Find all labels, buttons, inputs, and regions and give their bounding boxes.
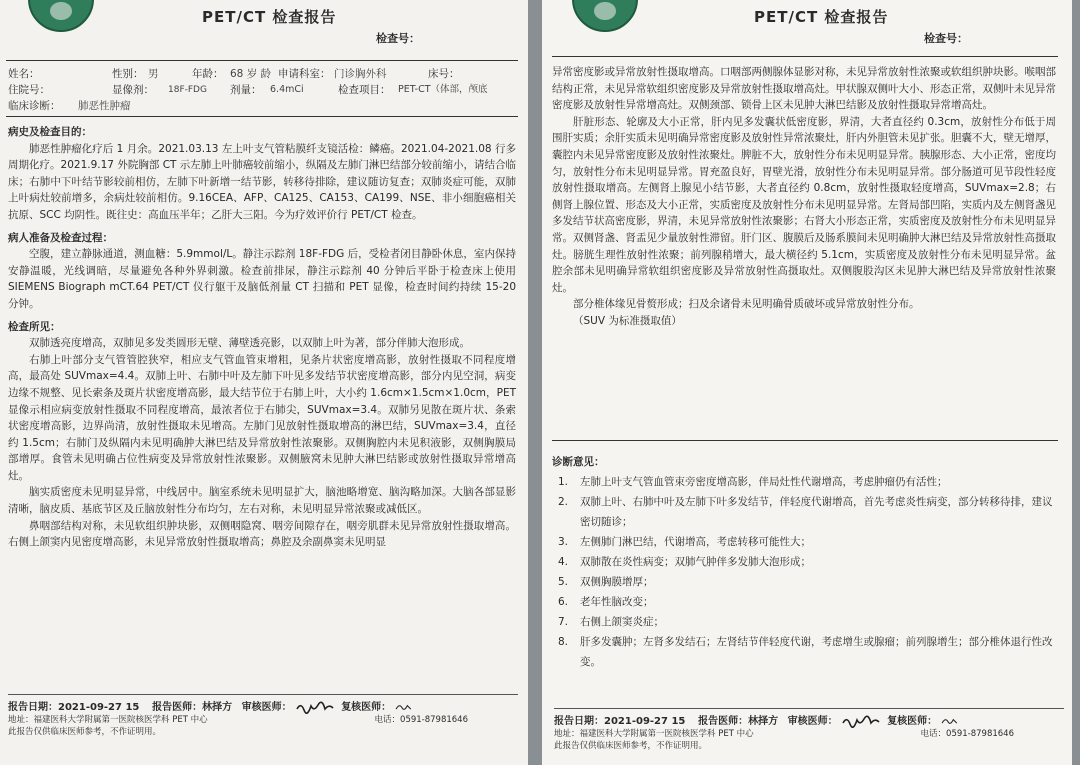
report-date: 2021-09-27 15: [58, 702, 140, 713]
reviewer-label: 审核医师：: [787, 716, 838, 727]
prep-title: 病人准备及检查过程：: [8, 231, 113, 244]
finding-paragraph: 肝脏形态、轮廓及大小正常，肝内见多发囊状低密度影，界清，大者直径约 0.3cm，放射性分布低于周围肝实质；余肝实质未见明确异常密度影及放射性异常浓聚灶，肝内外胆管未见扩张。胆囊不大，壁无增厚，囊腔内未见异常密度影及放射性浓聚灶。脾脏不大，放射性分布未见明显异常。胰腺形态、大小正常，密度均匀，放射性分布未见明显异常。胃充盈良好，胃壁光滑，放射性分布未见明显异常。部分肠道可见节段性轻度放射性摄取增高。左侧肾上腺见小结节影，大者直径约 0.8cm，放射性摄取轻度增高，SUVmax=2.8；右侧肾上腺位置、形态及大小正常，实质密度及放射性分布未见明显异常。左肾局部凹陷，实质内及左侧肾盏见多发结节状高密度影，界清，未见异常放射性浓聚影；右肾大小形态正常，实质密度及放射性分布未见明显异常。双侧肾盏、肾盂见少量放射性滞留。肝门区、腹膜后及肠系膜间未见明确肿大淋巴结及异常放射性高摄取灶。膀胱生理性放射性浓聚；前列腺稍增大，最大横径约 5.1cm，实质密度及放射性分布未见明显异常。盆腔余部未见明确异常软组织密度影及异常放射性高摄取灶。双侧腹股沟区未见肿大淋巴结及异常放射性浓聚灶。: [552, 115, 1056, 294]
age-label: 年龄：: [192, 68, 224, 80]
diagnosis-item: 8. 肝多发囊肿；左肾多发结石；左肾结节伴轻度代谢，考虑增生或腺瘤；前列腺增生；部分椎体退行性改变。: [558, 636, 1053, 668]
hospital-logo: [572, 0, 638, 32]
clinical-diag-value: 肺恶性肿瘤: [78, 100, 131, 112]
imaging-value: 18F-FDG: [168, 85, 207, 95]
diagnosis-item: 1. 左肺上叶支气管血管束旁密度增高影，伴局灶性代谢增高，考虑肿瘤仍有活性；: [558, 476, 948, 488]
finding-paragraph: 部分椎体缘见骨赘形成；扫及余诸骨未见明确骨质破坏或异常放射性分布。: [573, 298, 920, 311]
item-label: 检查项目：: [338, 84, 391, 96]
phone: 电话：0591-87981646: [920, 729, 1014, 739]
age-value: 68 岁 龄: [230, 68, 272, 80]
report-title: PET/CT 检查报告: [754, 8, 889, 26]
recheck-signature: [394, 700, 422, 714]
address: 地址：福建医科大学附属第一医院核医学科 PET 中心: [554, 729, 754, 739]
gender-value: 男: [148, 68, 159, 80]
header-divider: [552, 56, 1058, 57]
diagnosis-item: 5. 双侧胸膜增厚；: [558, 576, 654, 588]
reporter-name: 林择方: [202, 702, 233, 713]
footer-page-1: [8, 694, 518, 738]
info-divider: [6, 116, 518, 117]
reporter-label: 报告医师：: [698, 716, 749, 727]
reviewer-signature: [295, 700, 335, 714]
disclaimer: 此报告仅供临床医师参考，不作证明用。: [554, 741, 708, 751]
report-date-label: 报告日期：: [554, 716, 604, 727]
bed-label: 床号：: [428, 68, 460, 80]
clinical-diag-label: 临床诊断：: [8, 100, 61, 112]
diagnosis-item: 2. 双肺上叶、右肺中叶及左肺下叶多发结节，伴轻度代谢增高，首先考虑炎性病变，部分转移待排，建议密切随诊；: [558, 496, 1053, 528]
dose-value: 6.4mCi: [270, 84, 304, 95]
finding-paragraph: 双肺透亮度增高，双肺见多发类圆形无壁、薄壁透亮影，以双肺上叶为著，部分伴肺大泡形成。: [29, 337, 470, 350]
dept-label: 申请科室：: [278, 68, 331, 80]
diagnosis-title: 诊断意见：: [552, 456, 605, 468]
report-page-1: [0, 0, 528, 765]
disclaimer: 此报告仅供临床医师参考，不作证明用。: [8, 727, 162, 737]
recheck-label: 复核医师：: [341, 702, 392, 713]
recheck-signature: [940, 714, 968, 728]
report-body-page-2: [552, 64, 1056, 330]
address: 地址：福建医科大学附属第一医院核医学科 PET 中心: [8, 715, 208, 725]
diagnosis-divider: [552, 440, 1058, 441]
diagnosis-item: 4. 双肺散在炎性病变；双肺气肿伴多发肺大泡形成；: [558, 556, 811, 568]
prep-text: 空腹，建立静脉通道，测血糖：5.9mmol/L。静注示踪剂 18F-FDG 后，受检者闭目静卧休息，室内保持安静温暖，光线调暗，尽量避免各种外界刺激。检查前排尿，静注示踪剂 40 分钟后平卧于检查床上使用 SIEMENS Biograph mCT.64 PET/CT 仪行躯干及脑低剂量 CT 扫描和 PET 显像，检查时间约持续 15-20 分钟。: [8, 248, 516, 310]
hospital-logo: [28, 0, 94, 32]
finding-paragraph: 异常密度影或异常放射性摄取增高。口咽部两侧腺体显影对称，未见异常放射性浓聚或软组织肿块影。喉咽部结构正常，未见异常软组织密度影及异常放射性摄取增高灶。甲状腺双侧叶大小、形态正常，双侧叶未见异常密度影及放射性异常增高灶。双侧颈部、锁骨上区未见肿大淋巴结影及放射性摄取异常增高灶。: [552, 66, 1056, 112]
dose-label: 剂量：: [230, 84, 262, 96]
history-text: 肺恶性肿瘤化疗后 1 月余。2021.03.13 左上叶支气管粘膜纤支镜活检：鳞癌。2021.04-2021.08 行多周期化疗。2021.9.17 外院胸部 CT 示左肺上叶肺癌较前缩小，纵隔及左肺门淋巴结部分较前缩小，请结合临床；右肺中下叶结节影较前相仿，左肺下叶新增一结节影，转移待排除，建议随访复查；双肺炎症可能，双肺上叶病灶较前增多，余病灶较前相仿。9.16CEA、AFP、CA125、CA153、CA199、NSE、非小细胞癌相关抗原、SCC 均阴性。既往史：高血压半年；乙肝大三阳。今为疗效评价行 PET/CT 检查。: [8, 142, 516, 221]
report-page-2: [542, 0, 1072, 765]
name-label: 姓名：: [8, 68, 40, 80]
recheck-label: 复核医师：: [887, 716, 938, 727]
check-number-label: 检查号：: [924, 32, 968, 45]
footer-page-2: [554, 708, 1064, 752]
diagnosis-item: 6. 老年性脑改变；: [558, 596, 654, 608]
diagnosis-item: 3. 左侧肺门淋巴结，代谢增高，考虑转移可能性大；: [558, 536, 811, 548]
header-divider: [6, 60, 518, 61]
gender-label: 性别：: [112, 68, 144, 80]
finding-paragraph: 鼻咽部结构对称，未见软组织肿块影，双侧咽隐窝、咽旁间隙存在，咽旁肌群未见异常放射性摄取增高。右侧上颌窦内见密度增高影，未见异常放射性摄取增高；鼻腔及余副鼻窦未见明显: [8, 519, 516, 549]
reviewer-label: 审核医师：: [241, 702, 292, 713]
diagnosis-list: [558, 472, 1058, 672]
report-date: 2021-09-27 15: [604, 716, 686, 727]
reporter-label: 报告医师：: [152, 702, 203, 713]
report-title: PET/CT 检查报告: [202, 8, 337, 26]
item-value: PET-CT（体部，颅底: [398, 84, 488, 95]
report-date-label: 报告日期：: [8, 702, 58, 713]
findings-title: 检查所见：: [8, 320, 61, 333]
diagnosis-section: [552, 452, 1058, 672]
reporter-name: 林择方: [748, 716, 779, 727]
inpatient-label: 住院号：: [8, 84, 50, 96]
finding-paragraph: 脑实质密度未见明显异常，中线居中。脑室系统未见明显扩大，脑池略增宽、脑沟略加深。大脑各部显影清晰，脑皮质、基底节区及丘脑放射性分布均匀，左右对称，未见明显异常浓聚或减低区。: [8, 486, 516, 516]
reviewer-signature: [841, 714, 881, 728]
dept-value: 门诊胸外科: [334, 68, 387, 80]
history-title: 病史及检查目的：: [8, 126, 92, 138]
check-number-label: 检查号：: [376, 32, 420, 45]
finding-paragraph: 右肺上叶部分支气管管腔狭窄，相应支气管血管束增粗，见条片状密度增高影，放射性摄取不同程度增高，最高处 SUVmax=4.4。双肺上叶、右肺中叶及左肺下叶见多发结节状密度增高影，部分内见空洞，病变边缘不规整、见长索条及斑片状密度增高影，最大结节位于右肺上叶，大小约 1.6cm×1.5cm×1.0cm，PET 显像示相应病变放射性摄取不同程度增高，最浓者位于右肺尖，SUVmax=3.4。双肺另见散在斑片状、条索状密度增高影，边界尚清，放射性摄取未见增高。左肺门见放射性摄取增高的淋巴结，SUVmax=3.4，直径约 1.5cm；右肺门及纵隔内未见明确肿大淋巴结及异常放射性浓聚影。双侧胸腔内未见积液影，双侧胸膜局部增厚。食管未见明确占位性病变及异常放射性浓聚影。双侧腋窝未见肿大淋巴结影或放射性摄取异常增高灶。: [8, 353, 516, 482]
suv-note: （SUV 为标准摄取值）: [573, 314, 682, 327]
patient-info: [8, 66, 518, 114]
report-body-page-1: [8, 124, 516, 551]
diagnosis-item: 7. 右侧上颌窦炎症；: [558, 616, 664, 628]
phone: 电话：0591-87981646: [374, 715, 468, 725]
imaging-label: 显像剂：: [112, 84, 154, 96]
